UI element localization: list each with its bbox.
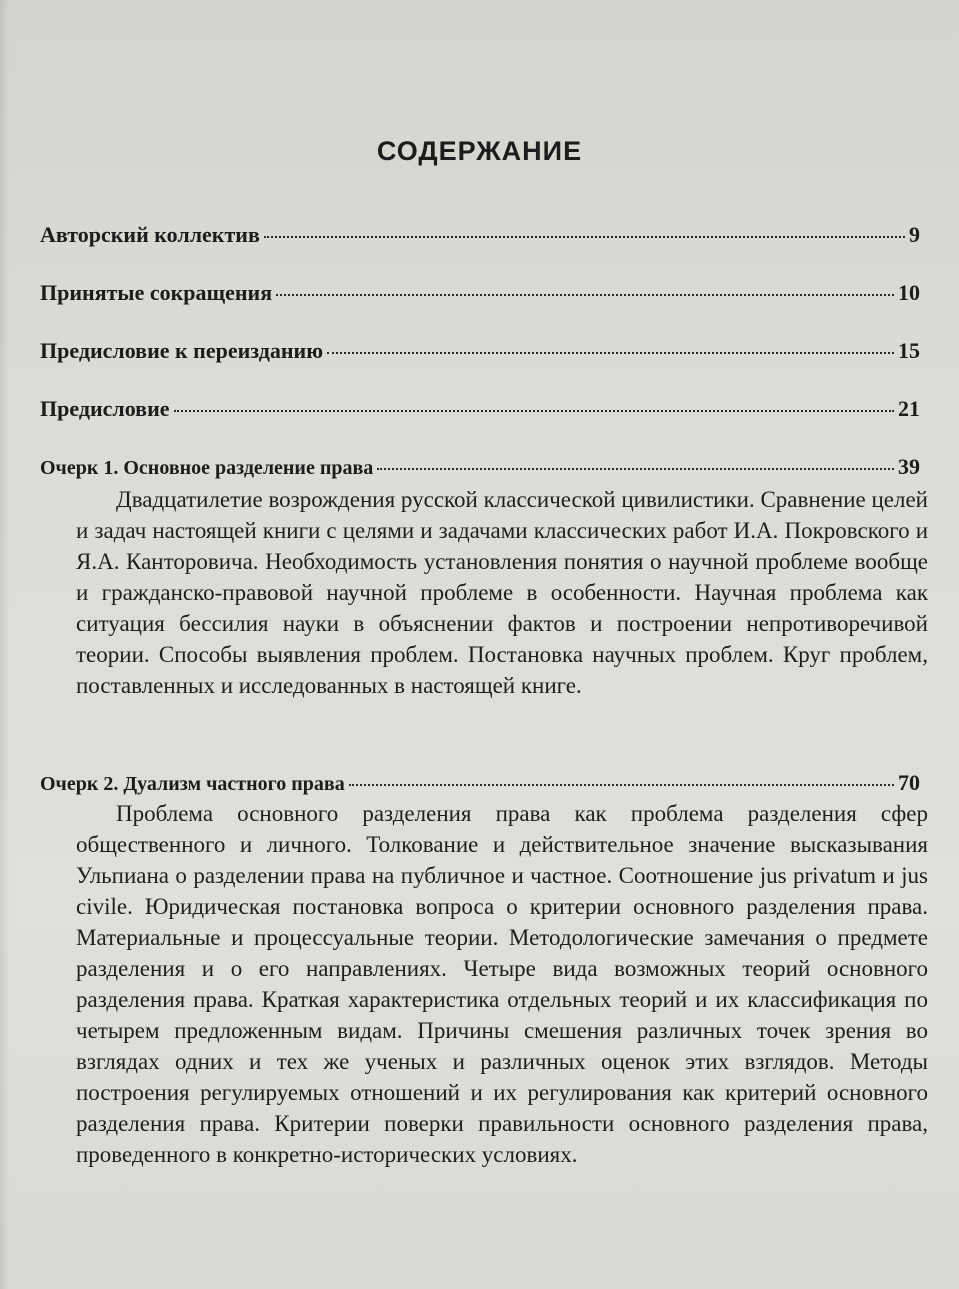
dot-leader (174, 410, 894, 412)
toc-page-number: 39 (898, 454, 920, 479)
dot-leader (264, 236, 905, 238)
toc-entry-abbreviations[interactable] (40, 280, 920, 306)
toc-entry-label: Очерк 1. Основное разделение права (40, 457, 374, 479)
toc-entry-label: Принятые сокращения (40, 280, 273, 305)
toc-entry-label: Предисловие к переизданию (40, 338, 324, 363)
toc-page-number: 9 (909, 222, 920, 247)
toc-entry-authors[interactable] (40, 222, 920, 248)
toc-entry-chapter-2[interactable] (40, 770, 920, 796)
dot-leader (377, 468, 894, 470)
toc-entry-label: Авторский коллектив (40, 222, 260, 247)
toc-page-number: 21 (898, 396, 920, 421)
toc-page-number: 15 (898, 338, 920, 363)
dot-leader (276, 294, 894, 296)
toc-entry-preface[interactable] (40, 396, 920, 422)
page-title: СОДЕРЖАНИЕ (376, 136, 583, 166)
toc-entry-label: Предисловие (40, 396, 170, 421)
chapter-1-description: Двадцатилетие возрождения русской классической цивилистики. Сравнение целей и задач настоящей книги с целями и задачами классических работ И.А. Покровского и Я.А. Канторовича. Необходимость установления понятия о научной проблеме вообще и гражданско-правовой научной проблеме в особенности. Научная проблема как ситуация бессилия науки в объяснении фактов и построении непротиворечивой теории. Способы выявления проблем. Постановка научных проблем. Круг проблем, поставленных и исследованных в настоящей книге. (76, 487, 928, 698)
binding-shadow (0, 0, 10, 1289)
toc-page-number: 70 (898, 770, 920, 795)
toc-entry-label: Очерк 2. Дуализм частного права (40, 773, 345, 795)
dot-leader (349, 784, 894, 786)
toc-page-number: 10 (898, 280, 920, 305)
toc-entry-chapter-1[interactable] (40, 454, 920, 480)
chapter-2-description: Проблема основного разделения права как проблема разделения сфер общественного и личного. Толкование и действительное значение высказывания Ульпиана о разделении права на публичное и частное. Соотношение jus privatum и jus civile. Юридическая постановка вопроса о критерии основного разделения права. Материальные и процессуальные теории. Методологические замечания о предмете разделения и о его направлениях. Четыре вида возможных теорий основного разделения права. Краткая характеристика отдельных теорий и их классификация по четырем предложенным видам. Причины смешения различных точек зрения во взглядах одних и тех же ученых и различных оценок этих взглядов. Методы построения регулируемых отношений и их регулирования как критерий основного разделения права. Критерии поверки правильности основного разделения права, проведенного в конкретно-исторических условиях. (76, 801, 928, 1167)
dot-leader (327, 352, 894, 354)
toc-entry-preface-reissue[interactable] (40, 338, 920, 364)
